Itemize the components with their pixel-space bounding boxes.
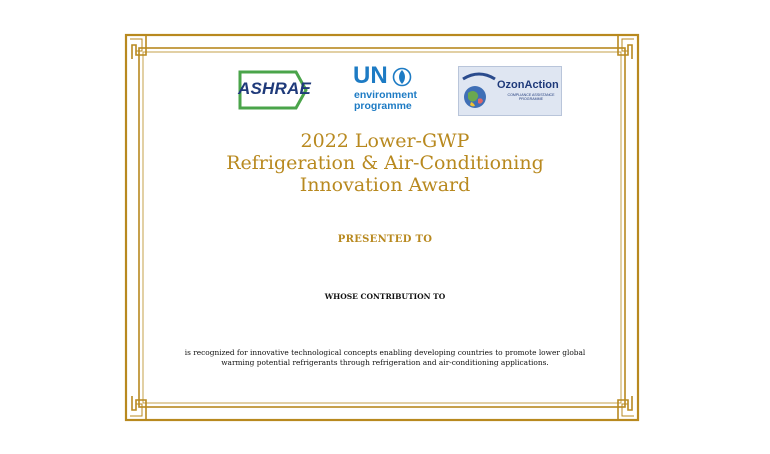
award-title: [150, 130, 620, 196]
recognition-statement: [160, 348, 610, 368]
un-emblem-icon: [392, 67, 412, 87]
un-environment-logo: [352, 64, 452, 114]
ozonaction-logo: [458, 66, 562, 116]
globe-icon: [461, 69, 497, 113]
ozonaction-title: OzonAction: [497, 79, 559, 91]
un-logo-line1: environment: [354, 89, 418, 101]
recognition-line1: is recognized for innovative technological concepts enabling developing countries to promote lower global: [184, 348, 586, 357]
award-title-line2: Refrigeration & Air-Conditioning: [226, 152, 544, 174]
contribution-label: WHOSE CONTRIBUTION TO: [324, 292, 446, 301]
presented-to-label: PRESENTED TO: [337, 234, 433, 245]
ashrae-logo: [232, 68, 310, 112]
ashrae-logo-text: ASHRAE: [238, 79, 311, 98]
award-title-line1: 2022 Lower-GWP: [300, 130, 470, 152]
ozonaction-subtitle: COMPLIANCE ASSISTANCE PROGRAMME: [507, 93, 555, 101]
un-logo-line2: programme: [354, 100, 412, 112]
un-logo-mark: UN: [353, 62, 388, 89]
recognition-line2: warming potential refrigerants through refrigeration and air-conditioning applications.: [221, 358, 549, 367]
award-title-line3: Innovation Award: [299, 174, 471, 196]
